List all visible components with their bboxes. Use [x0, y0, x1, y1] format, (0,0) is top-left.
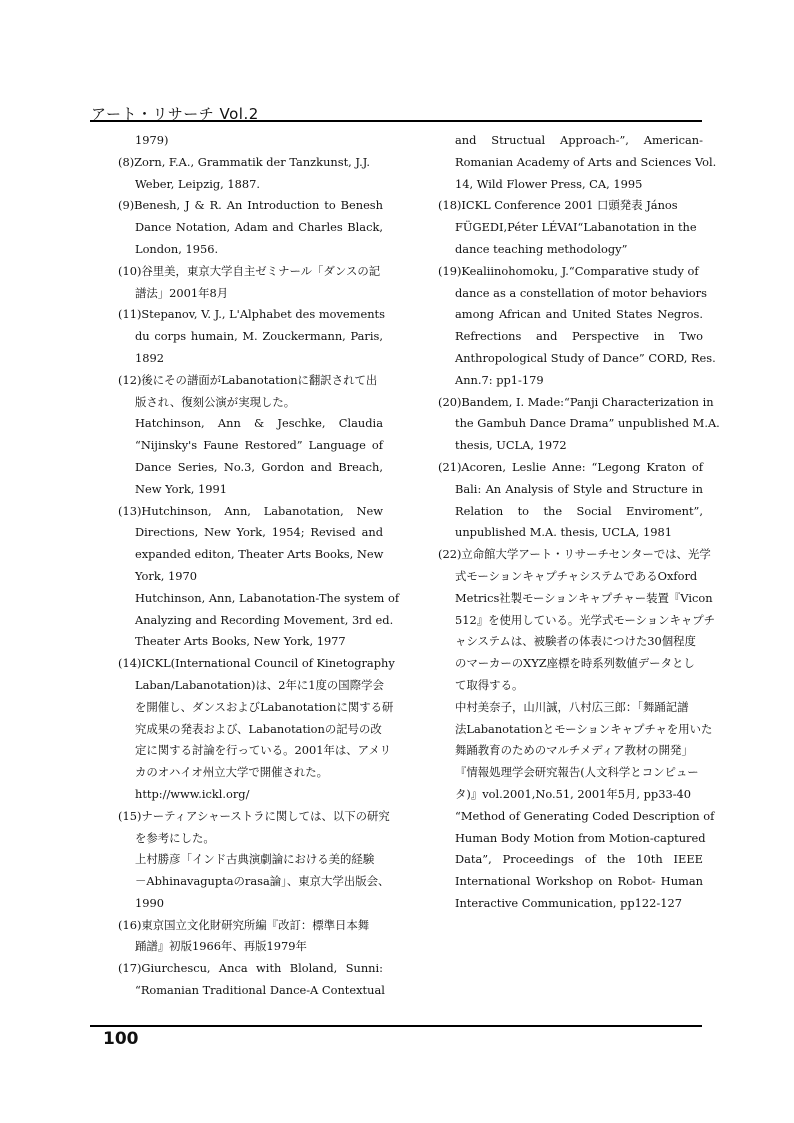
reference-line: (20)Bandem, I. Made:“Panji Characterization in [438, 394, 714, 409]
reference-line: New York, 1991 [135, 481, 228, 496]
reference-line: を開催し、ダンスおよびLabanotationに関する研 [135, 699, 394, 714]
reference-line: Weber, Leipzig, 1887. [135, 176, 261, 191]
footer-rule [90, 1025, 702, 1027]
reference-line: Analyzing and Recording Movement, 3rd ed. [135, 612, 394, 627]
reference-line: (11)Stepanov, V. J., L'Alphabet des movements [118, 307, 385, 322]
reference-line: Data”, Proceedings of the 10th IEEE [455, 852, 703, 867]
reference-line: て取得する。 [455, 677, 524, 692]
running-header-title: アート・リサーチ Vol.2 [91, 105, 259, 123]
reference-line: 定に関する討論を行っている。2001年は、アメリ [135, 743, 392, 758]
reference-line: (13)Hutchinson, Ann, Labanotation, New [118, 503, 383, 518]
header-rule [90, 120, 702, 122]
reference-line: Refrections and Perspective in Two [455, 329, 703, 344]
reference-line: 1990 [135, 895, 164, 910]
reference-line: 譜法」2001年8月 [135, 285, 229, 300]
reference-line: (12)後にその譜面がLabanotationに翻訳されて出 [118, 372, 378, 387]
reference-line: thesis, UCLA, 1972 [455, 438, 567, 453]
reference-line: (9)Benesh, J & R. An Introduction to Benesh [118, 198, 383, 213]
reference-line: FÜGEDI,Péter LÉVAI“Labanotation in the [455, 220, 697, 235]
reference-line: among African and United States Negros. [455, 307, 703, 322]
reference-line: “Nijinsky's Faune Restored” Language of [135, 438, 383, 453]
reference-line: 版され、復刻公演が実現した。 [135, 394, 296, 409]
reference-line: http://www.ickl.org/ [135, 786, 250, 801]
reference-line: 1892 [135, 350, 164, 365]
reference-entry [438, 261, 716, 392]
reference-line: (21)Acoren, Leslie Anne: “Legong Kraton of [438, 459, 703, 474]
reference-line: 1979) [135, 133, 169, 147]
reference-entry [118, 653, 395, 806]
reference-line: 『情報処理学会研究報告(人文科学とコンピュー [455, 765, 699, 780]
reference-entry [118, 806, 390, 915]
reference-entry [438, 544, 716, 915]
reference-entry [118, 915, 383, 959]
reference-line: タ)』vol.2001,No.51, 2001年5月, pp33-40 [455, 786, 692, 801]
reference-line: (17)Giurchescu, Anca with Bloland, Sunni: [118, 961, 383, 976]
reference-line: Bali: An Analysis of Style and Structure in [455, 481, 703, 496]
reference-entry [438, 195, 703, 260]
reference-line: Dance Series, No.3, Gordon and Breach, [135, 459, 383, 474]
reference-line: を参考にした。 [135, 830, 215, 845]
reference-entry [118, 130, 383, 152]
reference-line: Relation to the Social Enviroment”, [455, 503, 703, 518]
reference-line: Anthropological Study of Dance” CORD, Res. [455, 350, 716, 365]
reference-line: ャシステムは、被験者の体表につけた30個程度 [455, 634, 696, 649]
reference-line: unpublished M.A. thesis, UCLA, 1981 [455, 525, 673, 540]
reference-line: (8)Zorn, F.A., Grammatik der Tanzkunst, J.J. [118, 154, 371, 169]
references-right-column [438, 130, 720, 915]
reference-entry [438, 457, 703, 544]
reference-line: Hatchinson, Ann & Jeschke, Claudia [135, 416, 383, 431]
reference-line: 舞踊教育のためのマルチメディア教材の開発」 [455, 743, 693, 758]
reference-entry [118, 152, 383, 196]
reference-line: Directions, New York, 1954; Revised and [135, 525, 383, 540]
reference-line: 法Labanotationとモーションキャプチャを用いた [455, 721, 713, 736]
reference-entry [118, 958, 383, 1002]
reference-line: 512』を使用している。光学式モーションキャプチ [455, 612, 716, 627]
reference-line: のマーカーのXYZ座標を時系列数値データとし [455, 656, 695, 671]
reference-line: “Romanian Traditional Dance-A Contextual [135, 983, 385, 998]
reference-line: Hutchinson, Ann, Labanotation-The system of [135, 590, 400, 605]
reference-line: London, 1956. [135, 241, 219, 256]
reference-line: the Gambuh Dance Drama” unpublished M.A. [455, 416, 720, 431]
page-number: 100 [103, 1029, 139, 1049]
reference-line: (10)谷里美，東京大学自主ゼミナール「ダンスの記 [118, 263, 381, 278]
reference-line: (14)ICKL(International Council of Kinetography [118, 656, 395, 671]
reference-line: “Method of Generating Coded Description of [455, 808, 715, 823]
reference-line: Interactive Communication, pp122-127 [455, 895, 683, 910]
reference-line: (22)立命館大学アート・リサーチセンターでは、光学 [438, 547, 711, 562]
reference-line: du corps humain, M. Zouckermann, Paris, [135, 329, 383, 344]
reference-line: 上村勝彦「インド古典演劇論における美的経験 [135, 852, 375, 867]
reference-line: York, 1970 [135, 568, 197, 583]
reference-line: Theater Arts Books, New York, 1977 [135, 634, 346, 649]
reference-line: 究成果の発表および、Labanotationの記号の改 [135, 721, 382, 736]
reference-line: (19)Kealiinohomoku, J.“Comparative study of [438, 263, 699, 278]
reference-entry [118, 370, 383, 501]
reference-line: (16)東京国立文化財研究所編『改訂：標準日本舞 [118, 917, 370, 932]
reference-line: and Structual Approach-”, American- [455, 133, 703, 147]
reference-line: －Abhinavaguptaのrasa論」、東京大学出版会、 [135, 874, 390, 889]
reference-line: Laban/Labanotation)は、2年に1度の国際学会 [135, 677, 384, 692]
reference-entry [118, 261, 383, 305]
reference-line: expanded editon, Theater Arts Books, New [135, 547, 384, 562]
reference-line: Dance Notation, Adam and Charles Black, [135, 220, 383, 235]
reference-line: Ann.7: pp1-179 [455, 372, 544, 387]
reference-line: dance as a constellation of motor behaviors [455, 285, 707, 300]
reference-line: International Workshop on Robot- Human [455, 874, 703, 889]
reference-line: カのオハイオ州立大学で開催された。 [135, 765, 329, 780]
reference-entry [438, 392, 720, 457]
reference-line: 踊譜』初版1966年、再版1979年 [135, 939, 307, 954]
reference-entry [118, 304, 383, 369]
reference-line: (18)ICKL Conference 2001 口頭発表 János [438, 198, 678, 213]
reference-entry [438, 130, 717, 195]
reference-line: (15)ナーティアシャーストラに関しては、以下の研究 [118, 808, 390, 823]
reference-line: 式モーションキャプチャシステムであるOxford [455, 568, 698, 583]
reference-line: Metrics社製モーションキャプチャー装置『Vicon [455, 590, 713, 605]
reference-line: Human Body Motion from Motion-captured [455, 830, 706, 845]
reference-line: Romanian Academy of Arts and Sciences Vol. [455, 154, 717, 169]
reference-line: 中村美奈子，山川誠，八村広三郎：「舞踊記譜 [455, 699, 689, 714]
reference-entry [118, 195, 383, 260]
reference-entry [118, 501, 400, 654]
references-left-column [118, 130, 400, 1002]
reference-line: dance teaching methodology” [455, 241, 628, 256]
reference-line: 14, Wild Flower Press, CA, 1995 [455, 176, 643, 191]
